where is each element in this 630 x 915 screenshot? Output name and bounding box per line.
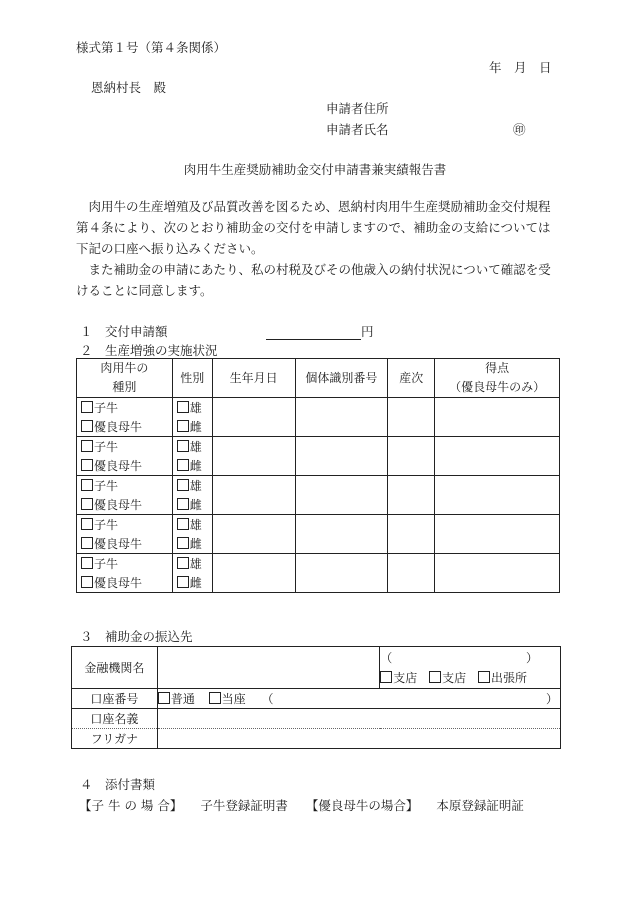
- account-number-cell: [157, 689, 560, 709]
- document-title: 肉用牛生産奨励補助金交付申請書兼実績報告書: [183, 162, 447, 177]
- checkbox[interactable]: [81, 518, 93, 530]
- birth-date-cell[interactable]: [212, 515, 295, 554]
- form-number: 様式第１号（第４条関係）: [76, 40, 227, 55]
- birth-date-cell[interactable]: [212, 476, 295, 515]
- sex-female-option[interactable]: 雌: [172, 534, 212, 554]
- table-row: [77, 437, 560, 457]
- parity-cell[interactable]: [388, 554, 435, 593]
- type-cow-option[interactable]: 優良母牛: [77, 495, 173, 515]
- section-2-label: ２ 生産増強の実施状況: [80, 343, 218, 358]
- account-number-row: [72, 689, 561, 709]
- attachments-line: [79, 796, 524, 814]
- checkbox[interactable]: [158, 692, 170, 704]
- type-calf-option[interactable]: 子牛: [77, 476, 173, 496]
- header-id-number: 個体識別番号: [295, 359, 388, 398]
- addressee: 恩納村長 殿: [91, 80, 167, 95]
- bank-name-cell[interactable]: [157, 647, 379, 689]
- header-type: 肉用牛の 種別: [77, 359, 173, 398]
- type-calf-option[interactable]: 子牛: [77, 437, 173, 457]
- sex-male-option[interactable]: 雄: [172, 437, 212, 457]
- id-number-cell[interactable]: [295, 515, 388, 554]
- account-name-row: [72, 709, 561, 729]
- parity-cell[interactable]: [388, 515, 435, 554]
- date-line: 年 月 日: [489, 60, 552, 75]
- table-row: [77, 398, 560, 418]
- score-cell[interactable]: [435, 554, 560, 593]
- branch-option-2[interactable]: 支店: [429, 671, 466, 685]
- amount-field[interactable]: [266, 322, 374, 340]
- type-cow-option[interactable]: 優良母牛: [77, 417, 173, 437]
- checkbox[interactable]: [429, 671, 441, 683]
- branch-type-options: [380, 668, 560, 688]
- checkbox[interactable]: [380, 671, 392, 683]
- checkbox[interactable]: [81, 576, 93, 588]
- type-cow-option[interactable]: 優良母牛: [77, 456, 173, 476]
- type-cow-option[interactable]: 優良母牛: [77, 534, 173, 554]
- checkbox[interactable]: [177, 440, 189, 452]
- cow-case-label: 【優良母牛の場合】: [305, 798, 419, 813]
- bank-row: [72, 647, 561, 689]
- section-3-label: ３ 補助金の振込先: [80, 629, 193, 644]
- sex-male-option[interactable]: 雄: [172, 398, 212, 418]
- parity-cell[interactable]: [388, 437, 435, 476]
- checkbox[interactable]: [81, 459, 93, 471]
- id-number-cell[interactable]: [295, 437, 388, 476]
- checkbox[interactable]: [177, 498, 189, 510]
- branch-name-field[interactable]: （ ）: [380, 650, 538, 665]
- id-number-cell[interactable]: [295, 554, 388, 593]
- header-parity: 産次: [388, 359, 435, 398]
- livestock-table: [76, 358, 560, 593]
- account-name-cell[interactable]: [157, 709, 560, 729]
- branch-cell: [380, 647, 561, 689]
- type-calf-option[interactable]: 子牛: [77, 554, 173, 574]
- furigana-row: [72, 729, 561, 749]
- account-name-label: 口座名義: [72, 709, 158, 729]
- sex-female-option[interactable]: 雌: [172, 456, 212, 476]
- sex-female-option[interactable]: 雌: [172, 417, 212, 437]
- section-1-label: １ 交付申請額: [80, 324, 168, 339]
- applicant-address-label: 申請者住所: [326, 101, 389, 116]
- id-number-cell[interactable]: [295, 398, 388, 437]
- checkbox[interactable]: [81, 498, 93, 510]
- checkbox[interactable]: [81, 420, 93, 432]
- paragraph-consent: また補助金の申請にあたり、私の村税及びその他歳入の納付状況について確認を受けることに同意します。: [76, 262, 551, 298]
- header-sex: 性別: [172, 359, 212, 398]
- branch-option-1[interactable]: 支店: [380, 671, 417, 685]
- score-cell[interactable]: [435, 476, 560, 515]
- cow-document: 本原登録証明証: [436, 798, 524, 813]
- checkbox[interactable]: [81, 557, 93, 569]
- parity-cell[interactable]: [388, 476, 435, 515]
- account-type-ordinary[interactable]: 普通: [158, 692, 195, 706]
- account-number-paren-open: （: [261, 692, 274, 706]
- checkbox[interactable]: [81, 440, 93, 452]
- calf-document: 子牛登録証明書: [200, 798, 288, 813]
- birth-date-cell[interactable]: [212, 554, 295, 593]
- score-cell[interactable]: [435, 398, 560, 437]
- score-cell[interactable]: [435, 437, 560, 476]
- furigana-cell[interactable]: [157, 729, 560, 749]
- checkbox[interactable]: [209, 692, 221, 704]
- checkbox[interactable]: [177, 557, 189, 569]
- birth-date-cell[interactable]: [212, 398, 295, 437]
- sex-female-option[interactable]: 雌: [172, 573, 212, 593]
- table-header-row: [77, 359, 560, 398]
- table-row: [77, 476, 560, 496]
- score-cell[interactable]: [435, 515, 560, 554]
- checkbox[interactable]: [177, 420, 189, 432]
- amount-underline: [266, 325, 361, 340]
- checkbox[interactable]: [478, 671, 490, 683]
- account-number-paren-close: ）: [545, 692, 558, 706]
- type-calf-option[interactable]: 子牛: [77, 515, 173, 535]
- type-cow-option[interactable]: 優良母牛: [77, 573, 173, 593]
- id-number-cell[interactable]: [295, 476, 388, 515]
- bank-table: [71, 646, 561, 749]
- birth-date-cell[interactable]: [212, 437, 295, 476]
- table-row: [77, 515, 560, 535]
- checkbox[interactable]: [177, 479, 189, 491]
- account-number-label: 口座番号: [72, 689, 158, 709]
- sex-male-option[interactable]: 雄: [172, 515, 212, 535]
- paragraph-application: 肉用牛の生産増殖及び品質改善を図るため、恩納村肉用牛生産奨励補助金交付規程第４条により、次のとおり補助金の交付を申請しますので、補助金の支給については下記の口座へ振り込みください。: [76, 199, 551, 256]
- furigana-label: フリガナ: [72, 729, 158, 749]
- seal-mark: ㊞: [513, 122, 526, 137]
- checkbox[interactable]: [177, 537, 189, 549]
- sex-female-option[interactable]: 雌: [172, 495, 212, 515]
- checkbox[interactable]: [177, 576, 189, 588]
- checkbox[interactable]: [177, 401, 189, 413]
- section-4-label: ４ 添付書類: [80, 777, 156, 792]
- account-type-current[interactable]: 当座: [209, 692, 246, 706]
- checkbox[interactable]: [177, 459, 189, 471]
- sex-male-option[interactable]: 雄: [172, 476, 212, 496]
- type-calf-option[interactable]: 子牛: [77, 398, 173, 418]
- branch-option-sub-branch[interactable]: 出張所: [478, 671, 527, 685]
- header-birth-date: 生年月日: [212, 359, 295, 398]
- calf-case-label: 【子 牛 の 場 合】: [79, 798, 183, 813]
- sex-male-option[interactable]: 雄: [172, 554, 212, 574]
- table-row: [77, 554, 560, 574]
- checkbox[interactable]: [177, 518, 189, 530]
- applicant-name-label: 申請者氏名: [326, 122, 389, 137]
- bank-name-label: 金融機関名: [72, 647, 158, 689]
- checkbox[interactable]: [81, 401, 93, 413]
- checkbox[interactable]: [81, 479, 93, 491]
- checkbox[interactable]: [81, 537, 93, 549]
- amount-unit: 円: [361, 324, 374, 339]
- parity-cell[interactable]: [388, 398, 435, 437]
- body-text: [76, 196, 558, 301]
- header-score: 得点 （優良母牛のみ）: [435, 359, 560, 398]
